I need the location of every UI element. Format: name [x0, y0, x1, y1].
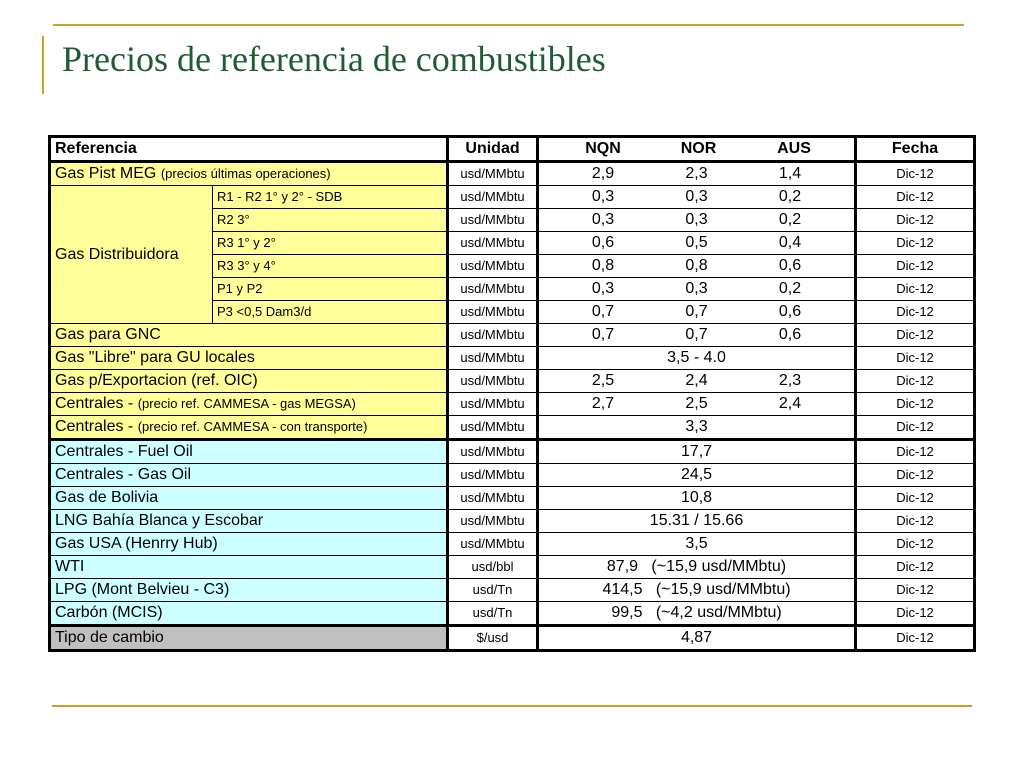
- row-fecha: Dic-12: [856, 301, 975, 324]
- row-fecha: Dic-12: [856, 255, 975, 278]
- row-label: Centrales - Fuel Oil: [50, 440, 448, 464]
- row-label: Centrales - (precio ref. CAMMESA - con transporte): [50, 416, 448, 440]
- row-values: 2,9 2,3 1,4: [538, 162, 856, 186]
- row-unit: usd/MMbtu: [448, 347, 538, 370]
- row-unit: usd/MMbtu: [448, 393, 538, 416]
- row-value: 15.31 / 15.66: [538, 510, 856, 533]
- row-unit: usd/MMbtu: [448, 255, 538, 278]
- table-row: [50, 464, 975, 487]
- row-label: Centrales - (precio ref. CAMMESA - gas MEGSA): [50, 393, 448, 416]
- row-sublabel: P1 y P2: [213, 278, 448, 301]
- bottom-accent-line: [52, 705, 972, 707]
- row-unit: usd/MMbtu: [448, 440, 538, 464]
- table-row: [50, 487, 975, 510]
- row-values: 0,7 0,7 0,6: [538, 324, 856, 347]
- row-unit: usd/MMbtu: [448, 510, 538, 533]
- row-unit: usd/MMbtu: [448, 232, 538, 255]
- row-label: WTI: [50, 556, 448, 579]
- row-values: 2,5 2,4 2,3: [538, 370, 856, 393]
- row-unit: usd/MMbtu: [448, 186, 538, 209]
- row-label: Carbón (MCIS): [50, 602, 448, 626]
- top-accent-line: [53, 24, 964, 26]
- side-accent-line: [42, 36, 44, 94]
- row-fecha: Dic-12: [856, 324, 975, 347]
- row-unit: usd/MMbtu: [448, 464, 538, 487]
- row-sublabel: R3 1° y 2°: [213, 232, 448, 255]
- row-label: Gas para GNC: [50, 324, 448, 347]
- table-row: [50, 440, 975, 464]
- row-label: LPG (Mont Belvieu - C3): [50, 579, 448, 602]
- row-unit: usd/MMbtu: [448, 533, 538, 556]
- table-row: [50, 347, 975, 370]
- row-fecha: Dic-12: [856, 533, 975, 556]
- row-value: 24,5: [538, 464, 856, 487]
- row-values: 0,6 0,5 0,4: [538, 232, 856, 255]
- row-value: 3,5 - 4.0: [538, 347, 856, 370]
- row-unit: usd/bbl: [448, 556, 538, 579]
- row-fecha: Dic-12: [856, 440, 975, 464]
- table-row: [50, 533, 975, 556]
- row-label: Centrales - Gas Oil: [50, 464, 448, 487]
- row-unit: usd/MMbtu: [448, 324, 538, 347]
- table-row: [50, 393, 975, 416]
- row-unit: usd/MMbtu: [448, 487, 538, 510]
- row-fecha: Dic-12: [856, 464, 975, 487]
- row-unit: usd/MMbtu: [448, 301, 538, 324]
- row-fecha: Dic-12: [856, 278, 975, 301]
- row-label: Tipo de cambio: [50, 626, 448, 651]
- row-value: 414,5 (~15,9 usd/MMbtu): [538, 579, 856, 602]
- row-values: 0,3 0,3 0,2: [538, 278, 856, 301]
- row-unit: usd/MMbtu: [448, 162, 538, 186]
- row-unit: usd/MMbtu: [448, 370, 538, 393]
- row-value: 3,3: [538, 416, 856, 440]
- row-fecha: Dic-12: [856, 347, 975, 370]
- row-values: 0,3 0,3 0,2: [538, 209, 856, 232]
- row-value: 99,5 (~4,2 usd/MMbtu): [538, 602, 856, 626]
- table-header-row: [50, 137, 975, 162]
- row-value: 87,9 (~15,9 usd/MMbtu): [538, 556, 856, 579]
- row-label: Gas USA (Henrry Hub): [50, 533, 448, 556]
- row-value: 17,7: [538, 440, 856, 464]
- row-fecha: Dic-12: [856, 487, 975, 510]
- row-label: Gas Pist MEG (precios últimas operaciones): [50, 162, 448, 186]
- fuel-price-table: [48, 135, 976, 652]
- row-label: LNG Bahía Blanca y Escobar: [50, 510, 448, 533]
- row-values: 0,3 0,3 0,2: [538, 186, 856, 209]
- header-nor: NOR: [680, 140, 717, 157]
- row-label: Gas "Libre" para GU locales: [50, 347, 448, 370]
- table-row: [50, 626, 975, 651]
- row-value: 4,87: [538, 626, 856, 651]
- row-value: 3,5: [538, 533, 856, 556]
- row-unit: usd/Tn: [448, 602, 538, 626]
- row-fecha: Dic-12: [856, 416, 975, 440]
- row-values: 0,7 0,7 0,6: [538, 301, 856, 324]
- table-row: [50, 370, 975, 393]
- row-fecha: Dic-12: [856, 510, 975, 533]
- row-fecha: Dic-12: [856, 370, 975, 393]
- row-unit: usd/MMbtu: [448, 278, 538, 301]
- row-unit: usd/Tn: [448, 579, 538, 602]
- row-fecha: Dic-12: [856, 602, 975, 626]
- table-row: [50, 416, 975, 440]
- row-fecha: Dic-12: [856, 393, 975, 416]
- row-label: Gas p/Exportacion (ref. OIC): [50, 370, 448, 393]
- table-row: [50, 556, 975, 579]
- row-values: 2,7 2,5 2,4: [538, 393, 856, 416]
- table-row: [50, 510, 975, 533]
- header-nqn: NQN: [585, 140, 621, 157]
- table-row: [50, 162, 975, 186]
- row-sublabel: P3 <0,5 Dam3/d: [213, 301, 448, 324]
- row-unit: $/usd: [448, 626, 538, 651]
- row-unit: usd/MMbtu: [448, 416, 538, 440]
- table-row: [50, 579, 975, 602]
- row-fecha: Dic-12: [856, 579, 975, 602]
- header-regions: [538, 137, 856, 162]
- row-sublabel: R1 - R2 1° y 2° - SDB: [213, 186, 448, 209]
- row-sublabel: R3 3° y 4°: [213, 255, 448, 278]
- header-fecha: Fecha: [856, 137, 975, 162]
- row-fecha: Dic-12: [856, 556, 975, 579]
- row-label: Gas de Bolivia: [50, 487, 448, 510]
- table-row: [50, 324, 975, 347]
- row-fecha: Dic-12: [856, 626, 975, 651]
- row-fecha: Dic-12: [856, 186, 975, 209]
- row-fecha: Dic-12: [856, 232, 975, 255]
- row-value: 10,8: [538, 487, 856, 510]
- row-values: 0,8 0,8 0,6: [538, 255, 856, 278]
- header-referencia: Referencia: [50, 137, 448, 162]
- table-row: [50, 186, 975, 209]
- group-label-gas-distribuidora: Gas Distribuidora: [50, 186, 213, 324]
- row-fecha: Dic-12: [856, 209, 975, 232]
- header-unidad: Unidad: [448, 137, 538, 162]
- row-sublabel: R2 3°: [213, 209, 448, 232]
- row-unit: usd/MMbtu: [448, 209, 538, 232]
- row-fecha: Dic-12: [856, 162, 975, 186]
- header-aus: AUS: [777, 140, 811, 157]
- table-row: [50, 602, 975, 626]
- page-title: Precios de referencia de combustibles: [62, 39, 606, 79]
